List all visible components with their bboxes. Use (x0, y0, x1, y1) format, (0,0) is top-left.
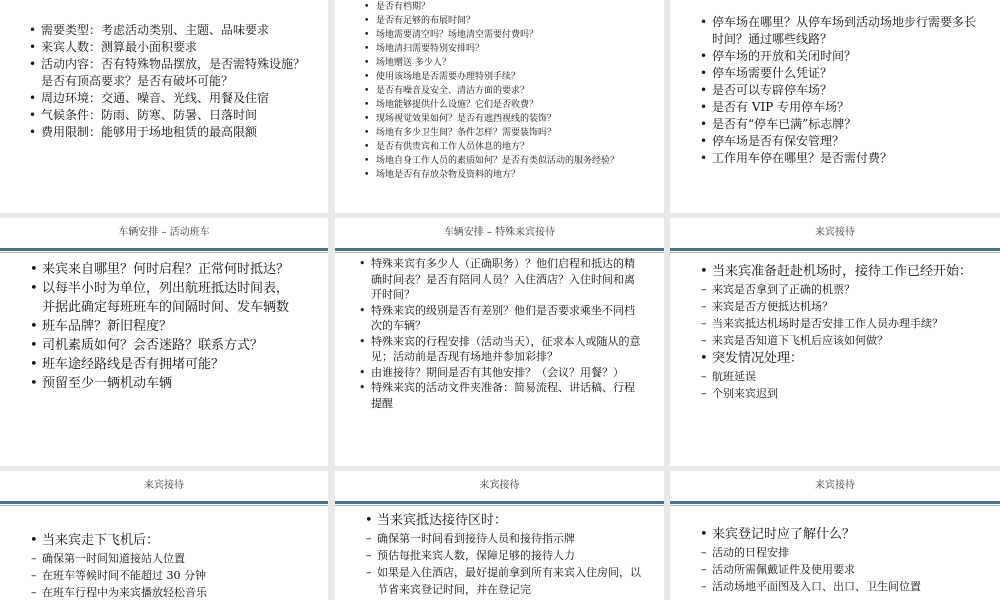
shuttle-bus-list (42, 260, 297, 393)
list-item (712, 525, 987, 595)
title-divider (0, 501, 328, 504)
slide-title: 车辆安排 – 活动班车 (118, 227, 210, 238)
sub-item: – 确保第一时间知道接站人位置 (42, 550, 312, 567)
list-item: • 是否有 VIP 专用停车场？ (712, 99, 982, 116)
list-item: • 场地清扫需要特别安排吗？ (376, 42, 646, 56)
title-divider (0, 248, 328, 251)
slide-guest-reception-1 (670, 218, 1000, 466)
bullet-text: 当来宾准备赶赴机场时，接待工作已经开始： (712, 264, 973, 279)
title-divider-thin (0, 252, 328, 253)
list-item: • 停车场的开放和关闭时间？ (712, 48, 982, 65)
title-divider (670, 248, 1000, 251)
list-item: • 特殊来宾的级别是否有差别？他们是否要求乘坐不同档次的车辆？ (371, 303, 643, 334)
guest-reception-list (42, 531, 312, 600)
guest-reception-list (712, 525, 987, 595)
list-item: • 预留至少一辆机动车辆 (42, 374, 297, 393)
list-item: • 场地是否有存放杂物及资料的地方？ (376, 168, 646, 182)
list-item (42, 531, 312, 600)
sub-item: – 在班车行程中为来宾播放轻松音乐 (42, 584, 312, 600)
list-item: • 班车途经路线是否有拥堵可能？ (42, 355, 297, 374)
list-item: • 由谁接待？期间是否有其他安排？（会议？用餐？） (371, 365, 643, 381)
sub-item: – 在班车等候时间不能超过 30 分钟 (42, 567, 312, 584)
title-divider (670, 501, 1000, 504)
list-item (377, 511, 649, 598)
bullet-text: 来宾登记时应了解什么？ (712, 527, 856, 542)
sub-item: – 来宾是否拿到了正确的机票？ (712, 281, 982, 298)
sub-item: – 当来宾抵达机场时是否安排工作人员办理手续？ (712, 315, 982, 332)
list-item: • 是否可以专辟停车场？ (712, 82, 982, 99)
list-item: • 以每半小时为单位，列出航班抵达时间表，并据此确定每班班车的间隔时间、发车辆数 (42, 279, 297, 317)
slide-guest-reception-2 (0, 471, 328, 600)
vip-reception-list (371, 256, 643, 411)
list-item (712, 262, 982, 349)
list-item: • 特殊来宾有多少人（正确职务）？他们启程和抵达的精确时间表？是否有陪同人员？入住酒店？入住时间和离开时间？ (371, 256, 643, 303)
list-item: • 场地赠送 多少人？ (376, 56, 646, 70)
list-item: • 是否有供贵宾和工作人员休息的地方？ (376, 140, 646, 154)
list-item: • 来宾来自哪里？何时启程？正常何时抵达？ (42, 260, 297, 279)
title-divider (335, 501, 664, 504)
list-item: • 气候条件：防雨、防寒、防暑、日落时间 (41, 107, 306, 124)
list-item: • 费用限制：能够用于场地租赁的最高限额 (41, 124, 306, 141)
slide-title: 来宾接待 (479, 480, 520, 491)
slide-title: 来宾接待 (815, 480, 855, 491)
sub-item: – 活动场地平面图及入口、出口、卫生间位置 (712, 578, 987, 595)
list-item: • 场地自身工作人员的素质如何？是否有类似活动的服务经验？ (376, 154, 646, 168)
sub-item: – 活动的日程安排 (712, 544, 987, 561)
list-item: • 来宾人数：测算最小面积要求 (41, 39, 306, 56)
slide-title: 车辆安排 – 特殊来宾接待 (443, 227, 556, 238)
slide-guest-reception-3 (335, 471, 664, 600)
sub-item: – 预估每批来宾人数，保障足够的接待人力 (377, 547, 649, 564)
list-item: • 是否有噪音及安全、清洁方面的要求？ (376, 84, 646, 98)
list-item: • 班车品牌？新旧程度？ (42, 317, 297, 336)
slide-title: 来宾接待 (815, 227, 855, 238)
bullet-text: 当来宾走下飞机后： (42, 533, 160, 548)
parking-list (712, 14, 982, 167)
list-item: • 场地有多少卫生间？条件怎样？需要装饰吗？ (376, 126, 646, 140)
guest-reception-list (712, 262, 982, 402)
sub-item: – 来宾是否知道下飞机后应该如何做？ (712, 332, 982, 349)
list-item: • 现场视觉效果如何？是否有遮挡视线的装饰？ (376, 112, 646, 126)
list-item: • 活动内容：否有特殊物品摆放，是否需特殊设施？是否有顶高要求？是否有破坏可能？ (41, 56, 306, 90)
title-divider-thin (0, 505, 328, 506)
sub-item: – 确保第一时间看到接待人员和接待指示牌 (377, 530, 649, 547)
slide-vip-reception (335, 218, 664, 466)
title-divider-thin (335, 252, 664, 253)
slide-guest-reception-4 (670, 471, 1000, 600)
list-item: • 特殊来宾的行程安排（活动当天），征求本人或随从的意见；活动前是否现有场地并参加彩排？ (371, 334, 643, 365)
list-item: • 是否有“停车已满”标志牌？ (712, 116, 982, 133)
list-item: • 使用该场地是否需要办理特别手续？ (376, 70, 646, 84)
list-item: • 工作用车停在哪里？是否需付费？ (712, 150, 982, 167)
slide-venue-requirements (0, 0, 328, 213)
bullet-text: 当来宾抵达接待区时： (377, 513, 508, 528)
list-item: • 司机素质如何？会否迷路？联系方式？ (42, 336, 297, 355)
title-divider-thin (670, 252, 1000, 253)
sub-item: – 来宾是否方便抵达机场？ (712, 298, 982, 315)
list-item: • 是否有足够的布展时间？ (376, 14, 646, 28)
list-item: • 停车场需要什么凭证？ (712, 65, 982, 82)
slide-parking (670, 0, 1000, 213)
list-item: • 场地需要清空吗？场地清空需要付费吗？ (376, 28, 646, 42)
sub-item: – 航班延误 (712, 368, 982, 385)
guest-reception-list (377, 511, 649, 598)
list-item: • 特殊来宾的活动文件夹准备：简易流程、讲话稿、行程提醒 (371, 380, 643, 411)
list-item: • 需要类型：考虑活动类别、主题、品味要求 (41, 22, 306, 39)
slide-shuttle-bus (0, 218, 328, 466)
venue-requirements-list (41, 22, 306, 141)
slide-venue-checklist (335, 0, 664, 213)
title-divider-thin (335, 505, 664, 506)
sub-item: – 个别来宾迟到 (712, 385, 982, 402)
slide-title: 来宾接待 (144, 480, 184, 491)
sub-item: – 活动所需佩戴证件及使用要求 (712, 561, 987, 578)
venue-checklist-list (376, 0, 646, 182)
list-item: • 周边环境：交通、噪音、光线、用餐及住宿 (41, 90, 306, 107)
list-item: • 是否有档期？ (376, 0, 646, 14)
list-item: • 停车场在哪里？从停车场到活动场地步行需要多长时间？通过哪些线路？ (712, 14, 982, 48)
sub-item: – 如果是入住酒店，最好提前拿到所有来宾入住房间，以节省来宾登记时间，并在登记完 (377, 564, 649, 598)
list-item (712, 349, 982, 402)
list-item: • 停车场是否有保安管理？ (712, 133, 982, 150)
list-item: • 场地能够提供什么设施？它们是否收费？ (376, 98, 646, 112)
title-divider (335, 248, 664, 251)
title-divider-thin (670, 505, 1000, 506)
bullet-text: 突发情况处理： (712, 351, 804, 366)
